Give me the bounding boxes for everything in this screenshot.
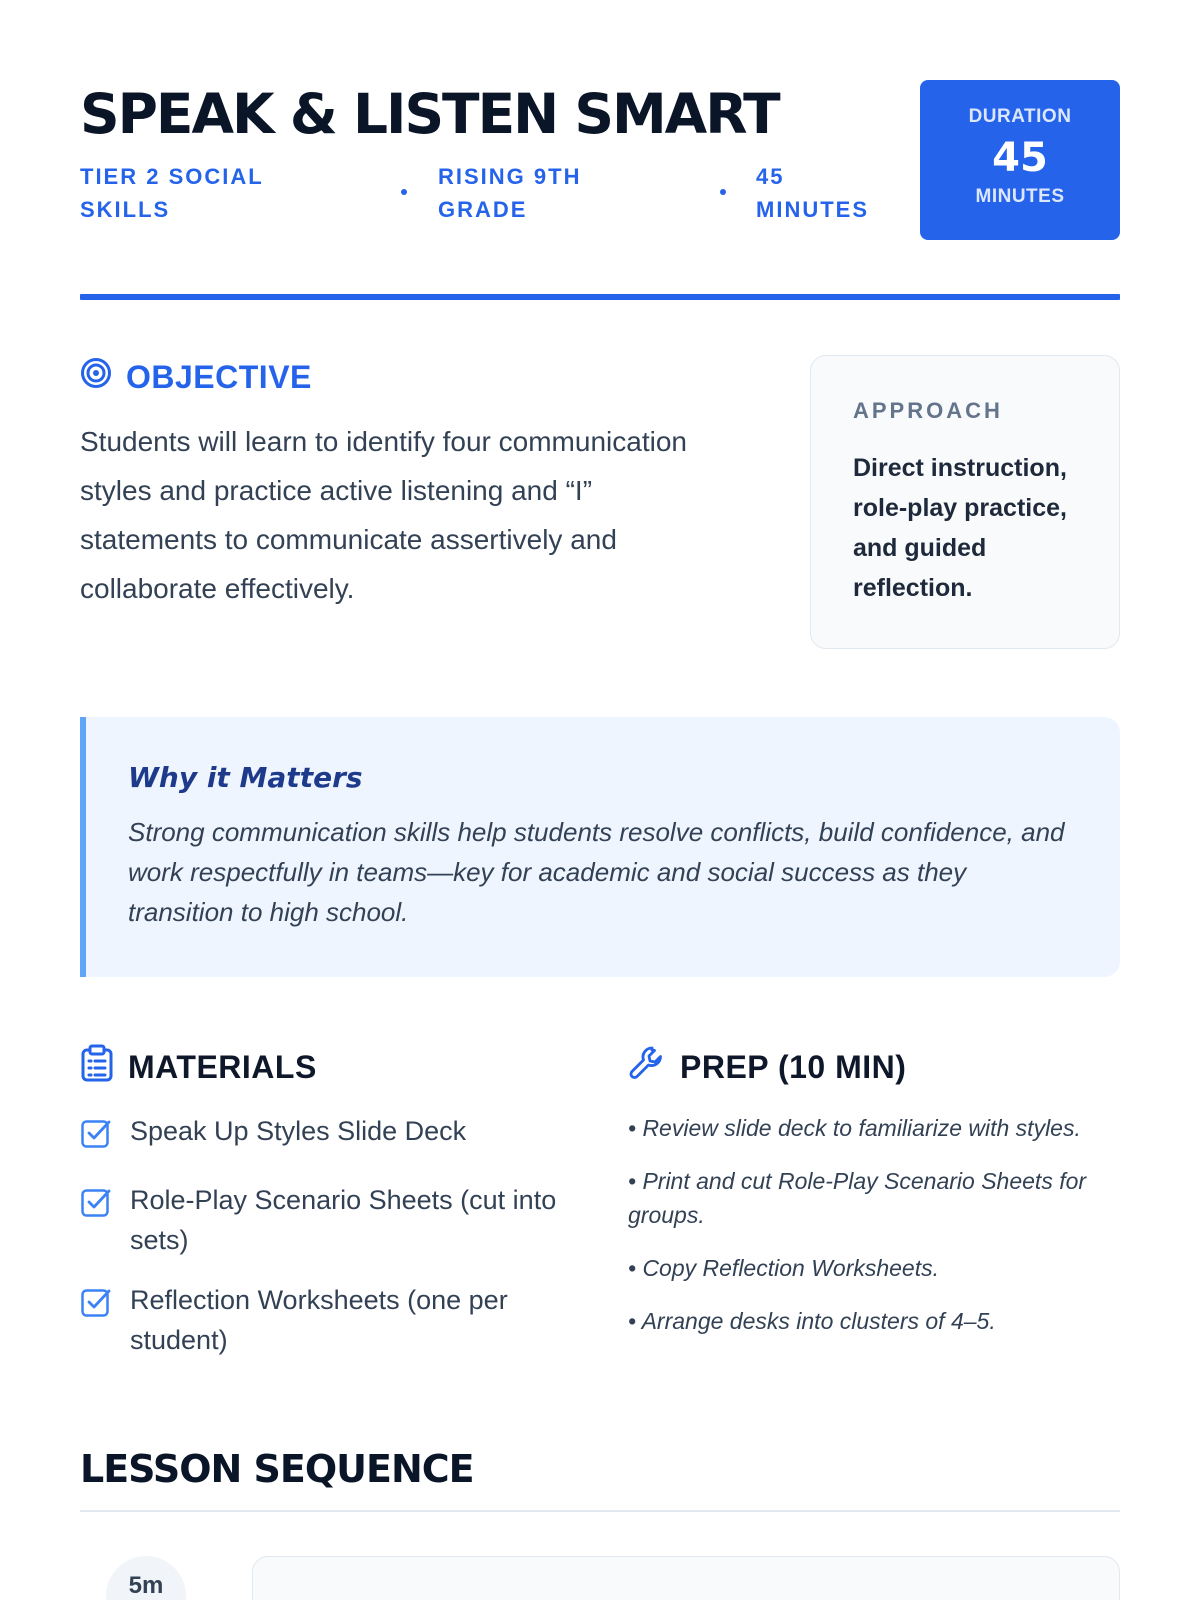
meta-line (80, 160, 880, 230)
material-item-label: Reflection Worksheets (one per student) (130, 1285, 508, 1355)
prep-heading-label: PREP (10 MIN) (680, 1048, 907, 1085)
material-item (80, 1111, 600, 1160)
duration-unit: MINUTES (975, 186, 1065, 207)
checkbox-checked-icon (80, 1286, 112, 1329)
page-title: SPEAK & LISTEN SMART (80, 82, 779, 146)
prep-item: • Arrange desks into clusters of 4–5. (628, 1308, 996, 1334)
wrench-icon (628, 1044, 666, 1090)
duration-badge (920, 80, 1120, 240)
approach-label: APPROACH (853, 398, 1003, 423)
approach-text: Direct instruction, role-play practice, and guided reflection. (853, 454, 1067, 602)
why-it-matters-callout (80, 717, 1120, 977)
materials-section (80, 1045, 600, 1380)
why-text: Strong communication skills help students resolve conflicts, build confidence, and work respectfully in teams—key for academic and social success as they transition to high school. (128, 817, 1065, 927)
meta-program: TIER 2 SOCIAL SKILLS (80, 164, 264, 222)
lesson-sequence-heading: LESSON SEQUENCE (80, 1447, 474, 1491)
prep-section (628, 1045, 1120, 1357)
meta-separator (401, 189, 407, 195)
meta-grade: RISING 9TH GRADE (438, 164, 582, 222)
objective-heading (80, 355, 720, 399)
step-card (252, 1556, 1120, 1600)
checkbox-checked-icon (80, 1117, 112, 1160)
header (80, 80, 1120, 240)
meta-length: 45 MINUTES (756, 164, 869, 222)
material-item (80, 1180, 600, 1260)
step-time-badge: 5m (106, 1556, 186, 1600)
prep-item: • Review slide deck to familiarize with styles. (628, 1115, 1081, 1141)
approach-card (810, 355, 1120, 649)
material-item-label: Speak Up Styles Slide Deck (130, 1116, 467, 1146)
sequence-divider (80, 1510, 1120, 1512)
duration-value: 45 (992, 135, 1048, 181)
materials-heading (80, 1045, 600, 1089)
materials-list (80, 1111, 600, 1360)
prep-item: • Print and cut Role-Play Scenario Sheets for groups. (628, 1168, 1087, 1228)
target-icon (80, 357, 112, 397)
material-item-label: Role-Play Scenario Sheets (cut into sets) (130, 1185, 557, 1255)
header-divider (80, 294, 1120, 300)
prep-item: • Copy Reflection Worksheets. (628, 1255, 940, 1281)
checkbox-checked-icon (80, 1186, 112, 1229)
prep-list (628, 1111, 1120, 1338)
material-item (80, 1280, 600, 1360)
objective-heading-label: OBJECTIVE (126, 358, 312, 395)
duration-label: DURATION (968, 106, 1072, 127)
meta-separator (720, 189, 726, 195)
objective-section (80, 355, 720, 613)
prep-heading (628, 1045, 1120, 1089)
materials-heading-label: MATERIALS (128, 1048, 317, 1085)
objective-text: Students will learn to identify four communication styles and practice active listening and “I” statements to communicate assertively and collaborate effectively. (80, 426, 687, 604)
clipboard-icon (80, 1044, 114, 1090)
why-title: Why it Matters (128, 761, 363, 794)
